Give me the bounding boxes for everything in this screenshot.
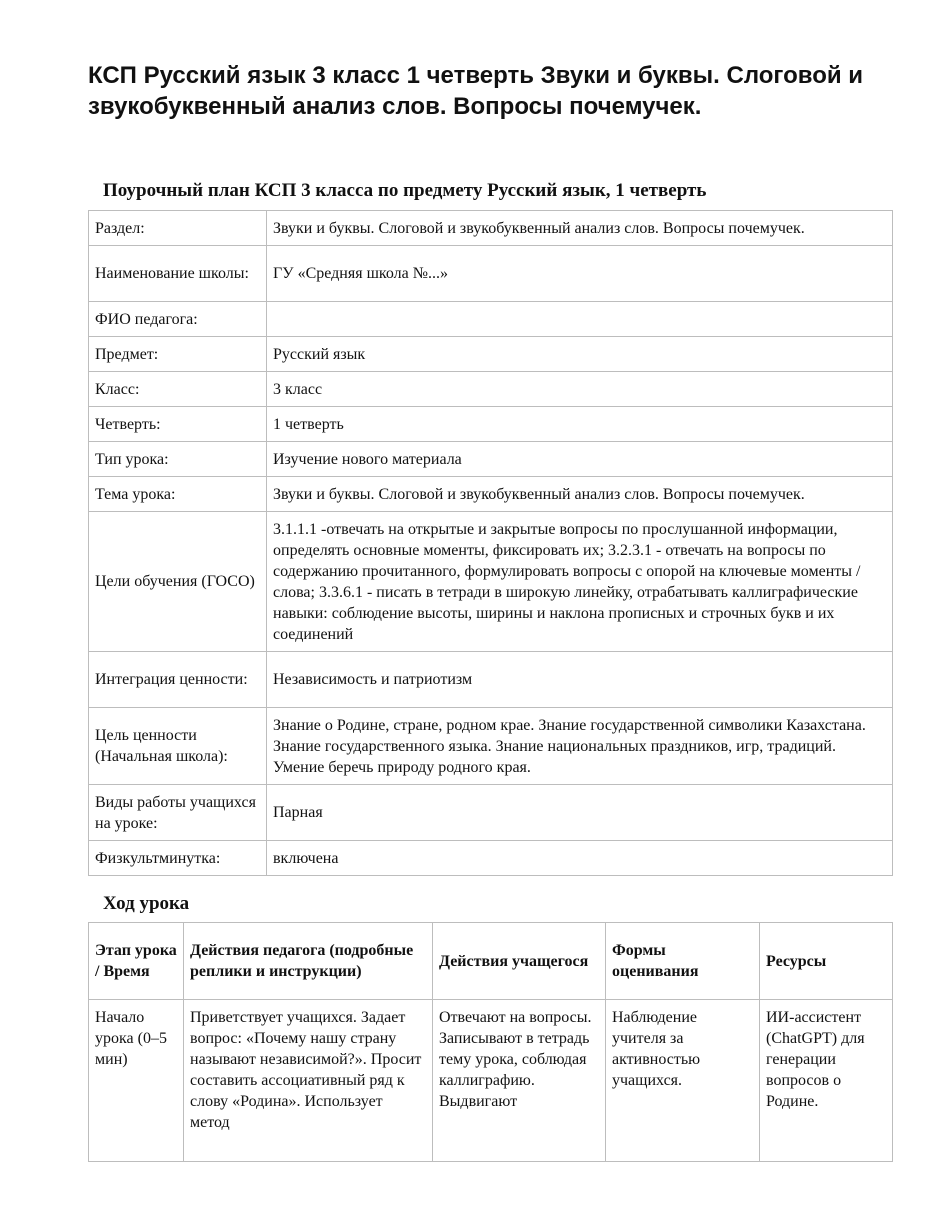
row-label: ФИО педагога: <box>89 302 267 337</box>
row-value: Звуки и буквы. Слоговой и звукобуквенный анализ слов. Вопросы почемучек. <box>267 211 893 246</box>
row-value: 1 четверть <box>267 407 893 442</box>
table-header-row <box>89 923 893 1000</box>
table-row <box>89 302 893 337</box>
table-row <box>89 337 893 372</box>
row-label: Предмет: <box>89 337 267 372</box>
row-value: Изучение нового материала <box>267 442 893 477</box>
row-label: Тип урока: <box>89 442 267 477</box>
lesson-table <box>88 922 893 1162</box>
row-label: Четверть: <box>89 407 267 442</box>
table-row <box>89 372 893 407</box>
column-header: Действия учащегося <box>433 923 606 1000</box>
table-row <box>89 477 893 512</box>
row-value: Русский язык <box>267 337 893 372</box>
row-label: Физкультминутка: <box>89 841 267 876</box>
row-value: включена <box>267 841 893 876</box>
table-cell: Отвечают на вопросы. Записывают в тетрадь тему урока, соблюдая каллиграфию. Выдвигают <box>433 1000 606 1162</box>
table-cell: Приветствует учащихся. Задает вопрос: «Почему нашу страну называют независимой?». Просит составить ассоциативный ряд к слову «Родина». Использует метод <box>184 1000 433 1162</box>
table-row <box>89 211 893 246</box>
table-row <box>89 785 893 841</box>
row-value: 3 класс <box>267 372 893 407</box>
row-value: ГУ «Средняя школа №...» <box>267 246 893 302</box>
row-value <box>267 302 893 337</box>
row-label: Цель ценности (Начальная школа): <box>89 708 267 785</box>
table-row <box>89 841 893 876</box>
row-value: 3.1.1.1 -отвечать на открытые и закрытые вопросы по прослушанной информации, определять основные моменты, фиксировать их; 3.2.3.1 - отвечать на вопросы по содержанию прочитанного, формулировать вопросы с опорой на ключевые моменты / слова; 3.3.6.1 - писать в тетради в широкую линейку, отрабатывать каллиграфические навыки: соблюдение высоты, ширины и наклона прописных и строчных букв и их соединений <box>267 512 893 652</box>
table-cell: ИИ-ассистент (ChatGPT) для генерации вопросов о Родине. <box>760 1000 893 1162</box>
table-cell: Начало урока (0–5 мин) <box>89 1000 184 1162</box>
row-label: Тема урока: <box>89 477 267 512</box>
table-row <box>89 708 893 785</box>
table-row <box>89 1000 893 1162</box>
row-label: Цели обучения (ГОСО) <box>89 512 267 652</box>
column-header: Ресурсы <box>760 923 893 1000</box>
info-table <box>88 210 893 876</box>
column-header: Этап урока / Время <box>89 923 184 1000</box>
row-value: Парная <box>267 785 893 841</box>
document-title: КСП Русский язык 3 класс 1 четверть Звуки и буквы. Слоговой и звукобуквенный анализ слов. Вопросы почемучек. <box>88 62 864 120</box>
row-label: Наименование школы: <box>89 246 267 302</box>
table-row <box>89 512 893 652</box>
lesson-section-title: Ход урока <box>103 893 190 914</box>
row-value: Знание о Родине, стране, родном крае. Знание государственной символики Казахстана. Знание государственного языка. Знание национальных праздников, игр, традиций. Умение беречь природу родного края. <box>267 708 893 785</box>
row-value: Звуки и буквы. Слоговой и звукобуквенный анализ слов. Вопросы почемучек. <box>267 477 893 512</box>
plan-subtitle: Поурочный план КСП 3 класса по предмету Русский язык, 1 четверть <box>103 180 707 201</box>
row-label: Класс: <box>89 372 267 407</box>
table-row <box>89 246 893 302</box>
row-label: Раздел: <box>89 211 267 246</box>
table-row <box>89 652 893 708</box>
table-row <box>89 442 893 477</box>
table-cell: Наблюдение учителя за активностью учащихся. <box>606 1000 760 1162</box>
table-row <box>89 407 893 442</box>
row-label: Интеграция ценности: <box>89 652 267 708</box>
row-value: Независимость и патриотизм <box>267 652 893 708</box>
row-label: Виды работы учащихся на уроке: <box>89 785 267 841</box>
column-header: Действия педагога (подробные реплики и инструкции) <box>184 923 433 1000</box>
column-header: Формы оценивания <box>606 923 760 1000</box>
